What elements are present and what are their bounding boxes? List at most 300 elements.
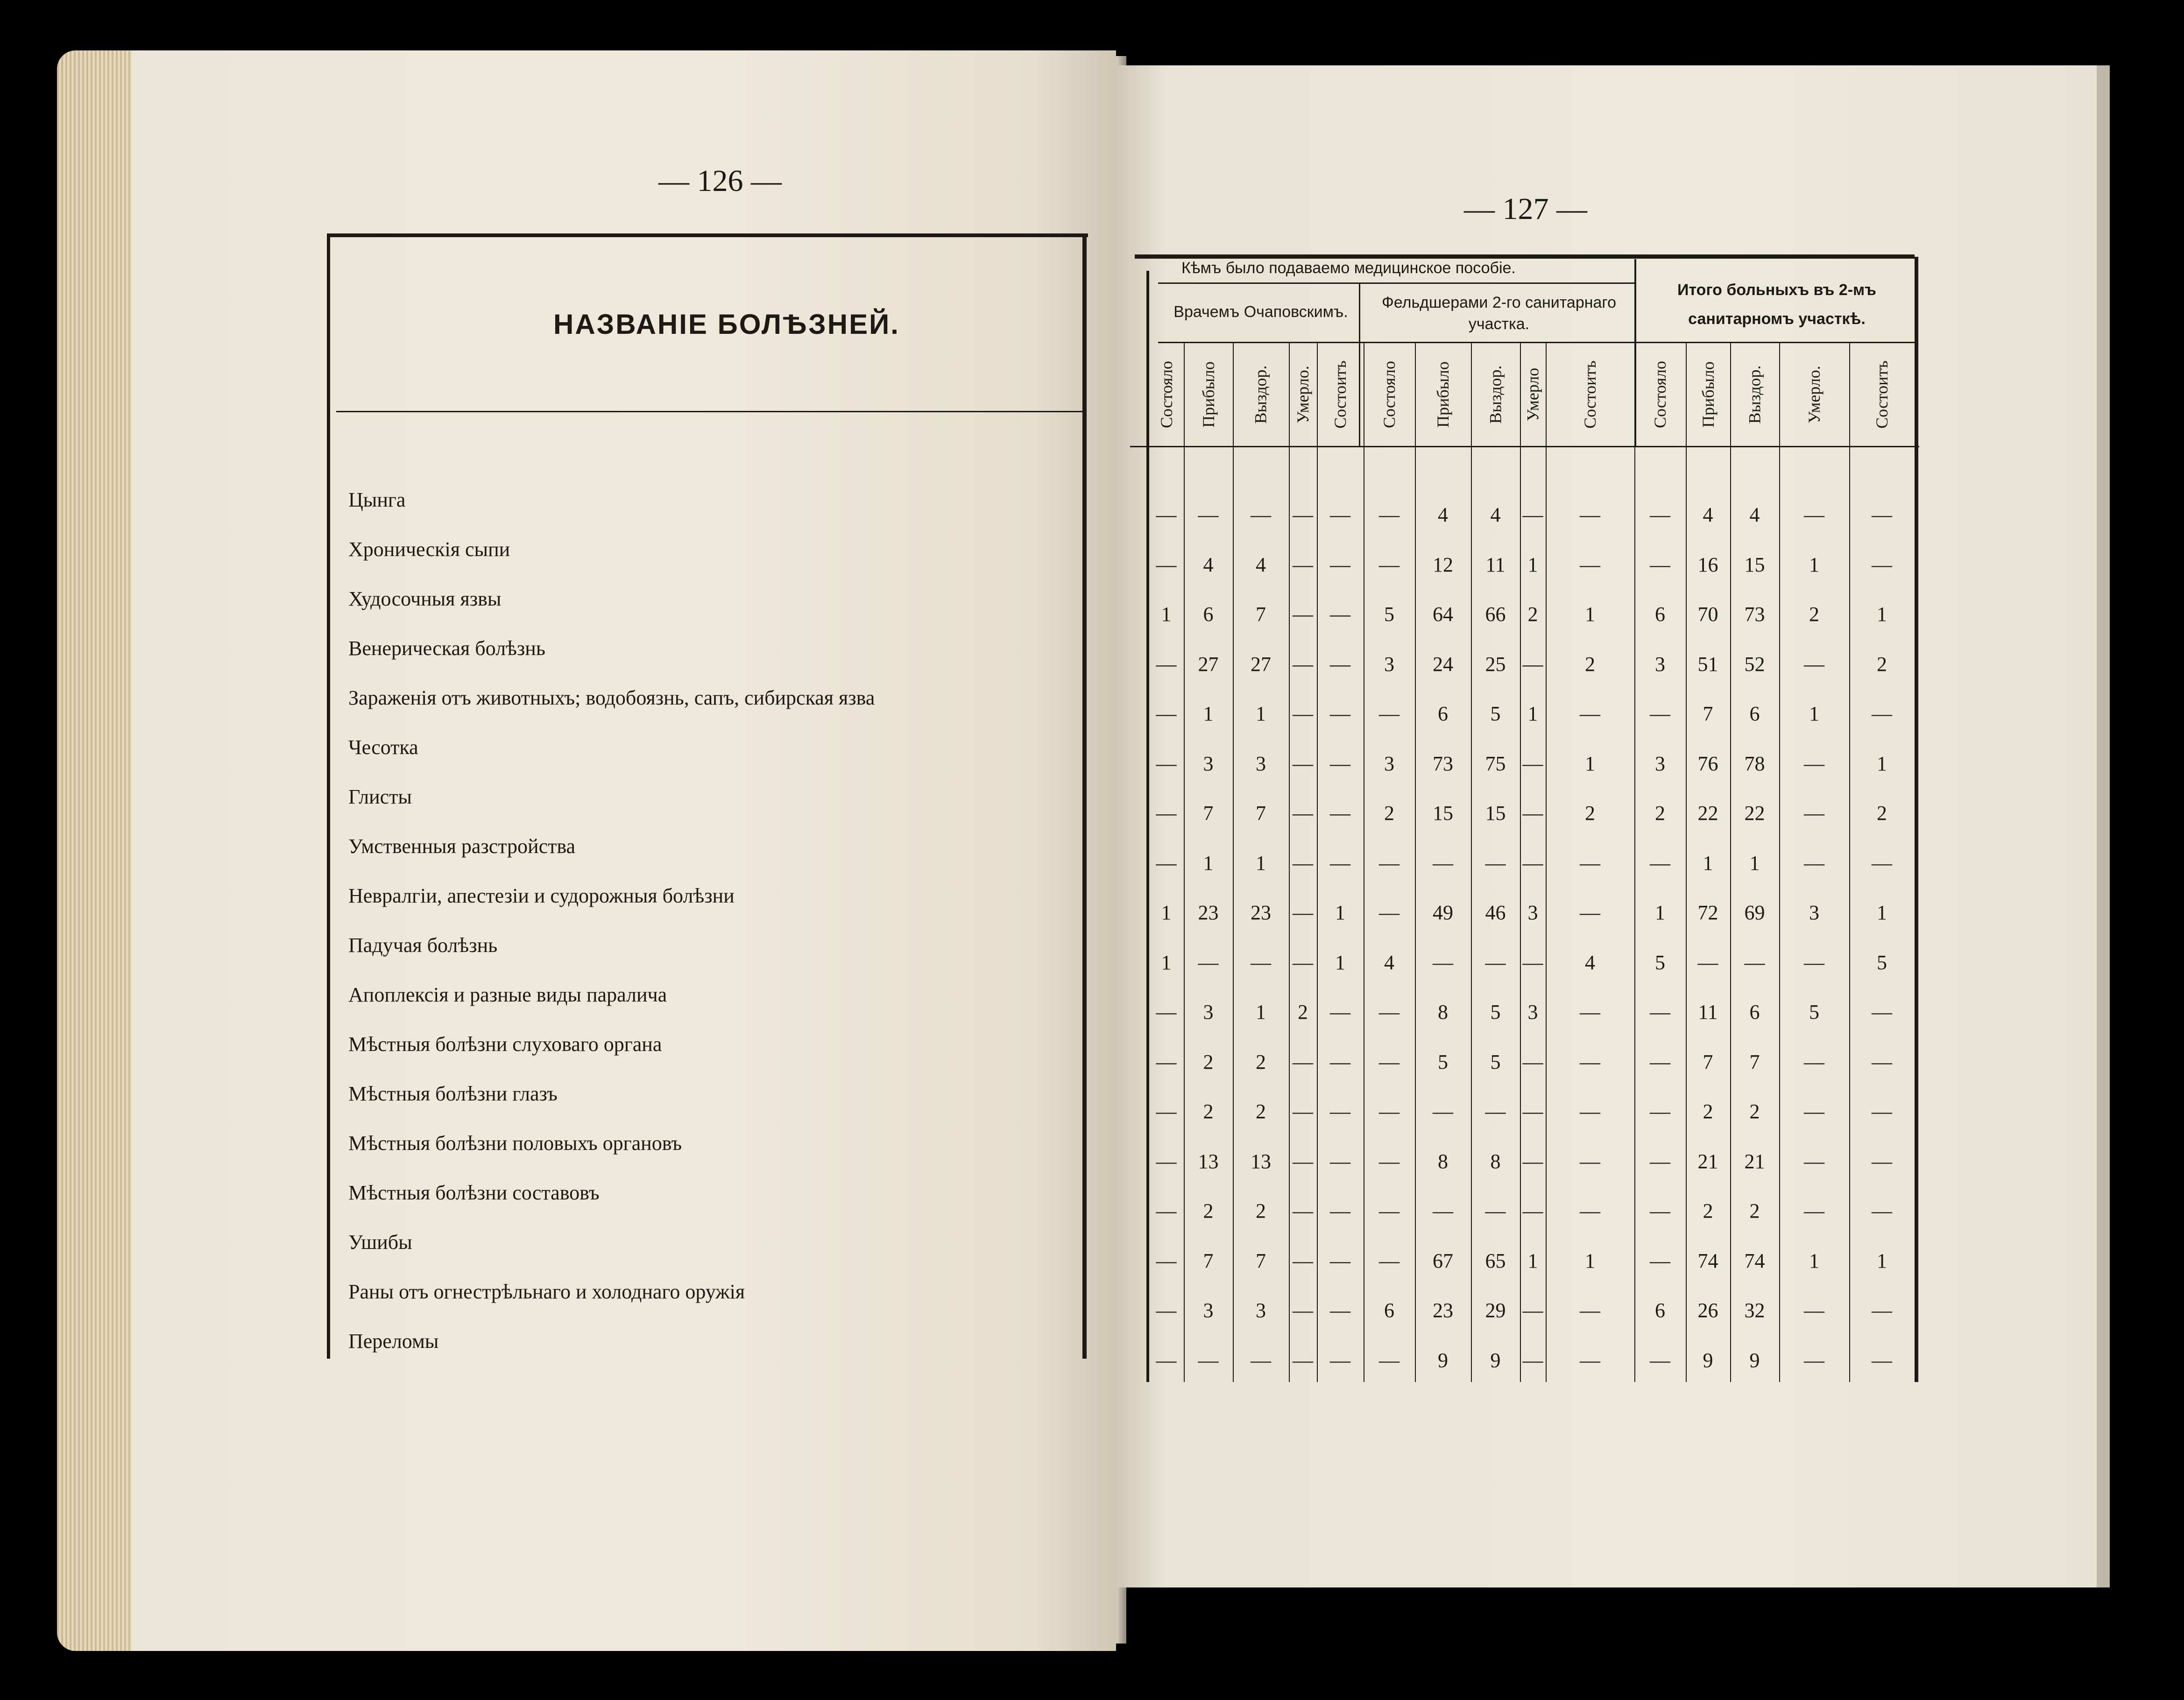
table-cell: — xyxy=(1580,1299,1600,1322)
table-cell: 29 xyxy=(1485,1299,1506,1322)
table-cell: 65 xyxy=(1485,1249,1506,1272)
table-cell: — xyxy=(1697,951,1718,974)
table-cell: — xyxy=(1330,553,1350,576)
table-cell: 1 xyxy=(1527,1249,1538,1272)
table-cell: — xyxy=(1580,702,1600,725)
table-cell: 3 xyxy=(1809,901,1819,924)
table-cell: 6 xyxy=(1749,702,1760,725)
column-header xyxy=(1364,343,1415,446)
table-cell: — xyxy=(1872,702,1892,725)
table-cell: — xyxy=(1330,1299,1350,1322)
table-cell: — xyxy=(1330,1051,1350,1073)
table-cell: 1 xyxy=(1203,852,1214,875)
table-cell: — xyxy=(1804,1051,1824,1073)
table-cell: — xyxy=(1580,1199,1600,1222)
table-cell: — xyxy=(1580,1150,1600,1173)
top-header: Кѣмъ было подаваемо медицинское пособіе. xyxy=(1181,259,1516,277)
table-cell: 1 xyxy=(1256,1001,1266,1023)
table-cell: — xyxy=(1872,1051,1892,1073)
column-header-label: Выздор. xyxy=(1745,365,1764,424)
table-cell: 6 xyxy=(1203,603,1214,626)
table-cell: 9 xyxy=(1490,1349,1501,1372)
table-cell: — xyxy=(1744,951,1765,974)
table-cell: — xyxy=(1804,653,1824,676)
table-cell: 13 xyxy=(1251,1150,1271,1173)
table-cell: 1 xyxy=(1161,603,1172,626)
table-cell: 78 xyxy=(1744,752,1765,775)
table-cell: 3 xyxy=(1203,1299,1214,1322)
table-cell: — xyxy=(1379,1150,1399,1173)
table-cell: — xyxy=(1330,1001,1350,1023)
table-cell: — xyxy=(1293,951,1313,974)
disease-name: Зараженія отъ животныхъ; водобоязнь, сапъ, сибирская язва xyxy=(348,686,875,709)
table-cell: — xyxy=(1330,802,1350,825)
table-cell: 21 xyxy=(1744,1150,1765,1173)
table-cell: — xyxy=(1293,1051,1313,1073)
table-cell: 4 xyxy=(1438,503,1448,526)
table-cell: 11 xyxy=(1485,553,1505,576)
table-cell: 2 xyxy=(1655,802,1665,825)
table-cell: 2 xyxy=(1749,1100,1760,1123)
table-cell: 76 xyxy=(1697,752,1718,775)
table-cell: 7 xyxy=(1256,1249,1266,1272)
table-cell: — xyxy=(1156,1249,1177,1272)
table-cell: — xyxy=(1156,653,1177,676)
table-cell: 2 xyxy=(1203,1100,1214,1123)
table-cell: — xyxy=(1522,503,1543,526)
table-cell: — xyxy=(1804,1150,1824,1173)
table-cell: — xyxy=(1433,951,1453,974)
table-cell: — xyxy=(1650,1051,1670,1073)
disease-name: Падучая болѣзнь xyxy=(348,934,498,957)
table-cell: 3 xyxy=(1527,1001,1538,1023)
table-cell: 7 xyxy=(1256,603,1266,626)
table-cell: 2 xyxy=(1527,603,1538,626)
table-cell: 73 xyxy=(1744,603,1765,626)
table-cell: 46 xyxy=(1485,901,1506,924)
table-cell: — xyxy=(1433,852,1453,875)
table-cell: 3 xyxy=(1203,752,1214,775)
table-cell: — xyxy=(1379,1249,1399,1272)
table-cell: — xyxy=(1330,1349,1350,1372)
table-cell: 70 xyxy=(1697,603,1718,626)
table-cell: 2 xyxy=(1877,802,1887,825)
table-cell: 3 xyxy=(1203,1001,1214,1023)
table-cell: — xyxy=(1156,702,1177,725)
table-cell: — xyxy=(1522,653,1543,676)
table-cell: — xyxy=(1379,852,1399,875)
table-cell: — xyxy=(1580,1051,1600,1073)
table-cell: 3 xyxy=(1256,752,1266,775)
table-cell: 73 xyxy=(1433,752,1453,775)
table-cell: — xyxy=(1650,1349,1670,1372)
table-cell: — xyxy=(1522,1199,1543,1222)
table-cell: 3 xyxy=(1527,901,1538,924)
column-header-label: Выздор. xyxy=(1251,365,1270,424)
table-cell: — xyxy=(1485,951,1506,974)
table-cell: — xyxy=(1156,1199,1177,1222)
table-cell: — xyxy=(1804,1199,1824,1222)
table-cell: 8 xyxy=(1490,1150,1501,1173)
table-cell: — xyxy=(1156,1001,1177,1023)
column-header-divider-bottom xyxy=(1130,446,1919,447)
table-cell: — xyxy=(1804,1100,1824,1123)
column-header-label: Состояло xyxy=(1380,361,1399,428)
table-heading: НАЗВАНІЕ БОЛѢЗНЕЙ. xyxy=(553,309,900,340)
table-cell: — xyxy=(1522,752,1543,775)
table-cell: 1 xyxy=(1527,702,1538,725)
table-cell: — xyxy=(1251,1349,1271,1372)
table-cell: — xyxy=(1522,1150,1543,1173)
table-cell: 5 xyxy=(1490,1051,1501,1073)
column-header xyxy=(1686,343,1730,446)
disease-name: Хроническія сыпи xyxy=(348,538,510,561)
table-cell: 5 xyxy=(1877,951,1887,974)
table-cell: 2 xyxy=(1256,1199,1266,1222)
table-cell: — xyxy=(1580,1001,1600,1023)
table-cell: — xyxy=(1650,852,1670,875)
column-header xyxy=(1415,343,1471,446)
table-cell: — xyxy=(1330,702,1350,725)
table-cell: — xyxy=(1872,852,1892,875)
column-header xyxy=(1730,343,1779,446)
group-header-feldshers: Фельдшерами 2-го санитарнаго участка. xyxy=(1381,294,1616,333)
table-cell: 64 xyxy=(1433,603,1453,626)
table-cell: — xyxy=(1293,553,1313,576)
column-header xyxy=(1546,343,1634,446)
table-cell: — xyxy=(1156,852,1177,875)
table-cell: 6 xyxy=(1655,603,1665,626)
table-cell: — xyxy=(1580,1100,1600,1123)
table-cell: — xyxy=(1330,1199,1350,1222)
table-cell: — xyxy=(1650,1249,1670,1272)
table-cell: — xyxy=(1804,752,1824,775)
table-cell: 2 xyxy=(1749,1199,1760,1222)
table-cell: 25 xyxy=(1485,653,1506,676)
table-cell: — xyxy=(1804,852,1824,875)
table-cell: 15 xyxy=(1433,802,1453,825)
table-cell: 7 xyxy=(1749,1051,1760,1073)
disease-name: Худосочныя язвы xyxy=(348,587,502,610)
table-cell: 3 xyxy=(1655,752,1665,775)
column-header-label: Выздор. xyxy=(1486,365,1505,424)
disease-name: Апоплексія и разные виды паралича xyxy=(348,983,667,1006)
table-cell: — xyxy=(1293,901,1313,924)
column-header xyxy=(1779,343,1849,446)
table-cell: 3 xyxy=(1256,1299,1266,1322)
table-cell: 4 xyxy=(1749,503,1760,526)
table-cell: 1 xyxy=(1809,1249,1819,1272)
table-cell: — xyxy=(1293,603,1313,626)
table-cell: 7 xyxy=(1203,1249,1214,1272)
table-cell: 7 xyxy=(1256,802,1266,825)
table-cell: 1 xyxy=(1585,1249,1595,1272)
table-cell: 74 xyxy=(1697,1249,1718,1272)
table-cell: — xyxy=(1156,1051,1177,1073)
table-cell: 1 xyxy=(1161,901,1172,924)
table-cell: 72 xyxy=(1697,901,1718,924)
table-cell: 23 xyxy=(1433,1299,1453,1322)
column-header xyxy=(1317,343,1364,446)
table-cell: — xyxy=(1293,1349,1313,1372)
table-cell: — xyxy=(1156,503,1177,526)
table-cell: 49 xyxy=(1433,901,1453,924)
disease-name: Переломы xyxy=(348,1330,439,1353)
table-cell: 2 xyxy=(1203,1051,1214,1073)
table-cell: 27 xyxy=(1198,653,1219,676)
table-cell: 1 xyxy=(1877,1249,1887,1272)
table-cell: 1 xyxy=(1585,752,1595,775)
table-cell: — xyxy=(1522,1051,1543,1073)
table-cell: — xyxy=(1379,1001,1399,1023)
left-page-edges xyxy=(57,50,132,1651)
table-cell: — xyxy=(1293,802,1313,825)
table-cell: 4 xyxy=(1203,553,1214,576)
table-cell: 21 xyxy=(1697,1150,1718,1173)
column-header xyxy=(1849,343,1915,446)
table-cell: — xyxy=(1330,1150,1350,1173)
table-cell: — xyxy=(1330,1249,1350,1272)
table-cell: — xyxy=(1485,1199,1506,1222)
table-cell: — xyxy=(1650,1150,1670,1173)
table-cell: 1 xyxy=(1585,603,1595,626)
table-cell: 1 xyxy=(1655,901,1665,924)
table-cell: — xyxy=(1156,1349,1177,1372)
table-cell: — xyxy=(1872,1100,1892,1123)
table-cell: 11 xyxy=(1698,1001,1718,1023)
table-cell: — xyxy=(1293,702,1313,725)
table-cell: — xyxy=(1379,702,1399,725)
table-cell: — xyxy=(1379,553,1399,576)
table-cell: — xyxy=(1804,1349,1824,1372)
table-cell: 4 xyxy=(1256,553,1266,576)
table-cell: 2 xyxy=(1256,1100,1266,1123)
disease-name: Мѣстныя болѣзни глазъ xyxy=(348,1082,558,1105)
table-cell: 1 xyxy=(1335,951,1345,974)
column-header-label: Умерло xyxy=(1523,367,1542,422)
table-cell: — xyxy=(1251,503,1271,526)
table-cell: 1 xyxy=(1809,702,1819,725)
table-cell: — xyxy=(1198,503,1219,526)
table-cell: — xyxy=(1522,951,1543,974)
table-cell: — xyxy=(1156,1150,1177,1173)
table-cell: — xyxy=(1156,1100,1177,1123)
table-cell: 9 xyxy=(1703,1349,1713,1372)
table-cell: 5 xyxy=(1384,603,1394,626)
column-header xyxy=(1520,343,1546,446)
table-cell: 2 xyxy=(1585,802,1595,825)
column-header xyxy=(1289,343,1317,446)
table-cell: — xyxy=(1156,1299,1177,1322)
table-cell: 2 xyxy=(1298,1001,1308,1023)
table-cell: 3 xyxy=(1384,752,1394,775)
table-cell: — xyxy=(1433,1100,1453,1123)
table-cell: 2 xyxy=(1703,1199,1713,1222)
disease-name: Глисты xyxy=(348,785,412,808)
column-header xyxy=(1184,343,1233,446)
table-cell: — xyxy=(1293,1299,1313,1322)
table-cell: — xyxy=(1293,1199,1313,1222)
table-cell: 9 xyxy=(1749,1349,1760,1372)
table-cell: 3 xyxy=(1655,653,1665,676)
column-header-label: Состоитъ xyxy=(1580,360,1599,429)
column-header xyxy=(1634,343,1686,446)
table-cell: — xyxy=(1650,1199,1670,1222)
table-cell: — xyxy=(1293,1100,1313,1123)
disease-name: Умственныя разстройства xyxy=(348,835,576,858)
column-header xyxy=(1149,343,1184,446)
table-cell: — xyxy=(1872,1199,1892,1222)
table-cell: — xyxy=(1379,1349,1399,1372)
table-cell: 69 xyxy=(1744,901,1765,924)
table-cell: 2 xyxy=(1703,1100,1713,1123)
table-cell: 1 xyxy=(1703,852,1713,875)
table-cell: — xyxy=(1580,503,1600,526)
table-cell: — xyxy=(1650,553,1670,576)
table-cell: 6 xyxy=(1384,1299,1394,1322)
table-cell: — xyxy=(1330,752,1350,775)
disease-name: Мѣстныя болѣзни составовъ xyxy=(348,1181,600,1204)
page-number-right: — 127 — xyxy=(1464,192,1587,226)
table-cell: — xyxy=(1872,503,1892,526)
table-top-rule xyxy=(327,233,1088,237)
table-cell: 16 xyxy=(1697,553,1718,576)
table-cell: — xyxy=(1156,802,1177,825)
table-cell: 2 xyxy=(1809,603,1819,626)
column-header-label: Прибыло xyxy=(1698,361,1718,428)
table-cell: — xyxy=(1293,1249,1313,1272)
table-top-rule xyxy=(1135,254,1915,259)
table-cell: 1 xyxy=(1256,702,1266,725)
disease-name: Ушибы xyxy=(348,1231,412,1254)
table-cell: 75 xyxy=(1485,752,1506,775)
table-cell: 1 xyxy=(1809,553,1819,576)
column-header-label: Состояло xyxy=(1651,361,1670,428)
table-cell: 12 xyxy=(1433,553,1453,576)
table-cell: 15 xyxy=(1744,553,1765,576)
table-cell: 7 xyxy=(1703,702,1713,725)
table-cell: 23 xyxy=(1198,901,1219,924)
column-header-label: Прибыло xyxy=(1199,361,1218,428)
column-header-label: Прибыло xyxy=(1434,361,1453,428)
table-cell: — xyxy=(1872,1349,1892,1372)
table-cell: — xyxy=(1872,1150,1892,1173)
top-header-divider xyxy=(1158,282,1634,284)
table-cell: 1 xyxy=(1877,752,1887,775)
table-cell: — xyxy=(1433,1199,1453,1222)
table-cell: 1 xyxy=(1527,553,1538,576)
table-cell: — xyxy=(1804,951,1824,974)
table-cell: — xyxy=(1872,1001,1892,1023)
table-cell: — xyxy=(1293,752,1313,775)
table-cell: — xyxy=(1330,1100,1350,1123)
table-cell: 2 xyxy=(1256,1051,1266,1073)
table-cell: 7 xyxy=(1203,802,1214,825)
table-cell: 3 xyxy=(1384,653,1394,676)
table-cell: — xyxy=(1580,901,1600,924)
table-cell: 5 xyxy=(1438,1051,1448,1073)
table-cell: — xyxy=(1293,852,1313,875)
table-cell: 1 xyxy=(1335,901,1345,924)
table-cell: 5 xyxy=(1490,1001,1501,1023)
table-right-rule xyxy=(1082,233,1087,1359)
table-cell: 2 xyxy=(1877,653,1887,676)
table-cell: 2 xyxy=(1585,653,1595,676)
disease-name: Мѣстныя болѣзни половыхъ органовъ xyxy=(348,1132,682,1155)
table-cell: — xyxy=(1650,503,1670,526)
table-cell: — xyxy=(1379,1100,1399,1123)
table-cell: — xyxy=(1522,1349,1543,1372)
table-cell: 1 xyxy=(1877,901,1887,924)
table-cell: — xyxy=(1650,702,1670,725)
table-cell: — xyxy=(1804,1299,1824,1322)
page-number-left: — 126 — xyxy=(658,164,782,198)
disease-name: Раны отъ огнестрѣльнаго и холоднаго оружія xyxy=(348,1280,745,1303)
table-cell: — xyxy=(1580,852,1600,875)
disease-name: Невралгіи, апестезіи и судорожныя болѣзни xyxy=(348,884,735,907)
table-left-rule xyxy=(327,233,330,1359)
table-cell: 8 xyxy=(1438,1001,1448,1023)
column-header-label: Умерло. xyxy=(1804,366,1824,423)
table-cell: — xyxy=(1198,1349,1219,1372)
table-cell: — xyxy=(1804,802,1824,825)
table-cell: — xyxy=(1293,1150,1313,1173)
table-cell: 8 xyxy=(1438,1150,1448,1173)
table-cell: 15 xyxy=(1485,802,1506,825)
table-cell: — xyxy=(1522,1299,1543,1322)
column-header-label: Умерло. xyxy=(1293,366,1313,423)
table-cell: 51 xyxy=(1697,653,1718,676)
table-cell: — xyxy=(1650,1001,1670,1023)
group-header-totals: Итого больныхъ въ 2-мъ санитарномъ участкѣ. xyxy=(1677,281,1876,328)
table-cell: 1 xyxy=(1203,702,1214,725)
header-divider xyxy=(336,411,1083,412)
table-cell: 6 xyxy=(1438,702,1448,725)
table-cell: — xyxy=(1379,1199,1399,1222)
table-cell: — xyxy=(1379,503,1399,526)
table-cell: 1 xyxy=(1877,603,1887,626)
table-cell: — xyxy=(1379,1051,1399,1073)
table-cell: 24 xyxy=(1433,653,1453,676)
column-header xyxy=(1233,343,1289,446)
table-cell: 5 xyxy=(1809,1001,1819,1023)
column-header-label: Состояло xyxy=(1157,361,1176,428)
table-cell: 1 xyxy=(1256,852,1266,875)
table-cell: 7 xyxy=(1703,1051,1713,1073)
group-header-physician: Врачемъ Очаповскимъ. xyxy=(1173,303,1348,321)
table-cell: 4 xyxy=(1703,503,1713,526)
table-cell: 6 xyxy=(1655,1299,1665,1322)
table-cell: 4 xyxy=(1384,951,1394,974)
table-cell: 9 xyxy=(1438,1349,1448,1372)
table-right-rule xyxy=(1915,257,1918,1382)
table-cell: 22 xyxy=(1744,802,1765,825)
table-cell: 4 xyxy=(1490,503,1501,526)
table-cell: 13 xyxy=(1198,1150,1219,1173)
column-header-label: Состоитъ xyxy=(1331,360,1350,429)
table-cell: 2 xyxy=(1384,802,1394,825)
table-cell: — xyxy=(1293,653,1313,676)
table-cell: — xyxy=(1293,503,1313,526)
table-cell: 2 xyxy=(1203,1199,1214,1222)
table-cell: — xyxy=(1804,503,1824,526)
table-cell: — xyxy=(1522,852,1543,875)
table-cell: — xyxy=(1580,1349,1600,1372)
disease-name: Мѣстныя болѣзни слуховаго органа xyxy=(348,1033,662,1056)
table-cell: 1 xyxy=(1161,951,1172,974)
table-cell: 6 xyxy=(1749,1001,1760,1023)
table-cell: 27 xyxy=(1251,653,1271,676)
